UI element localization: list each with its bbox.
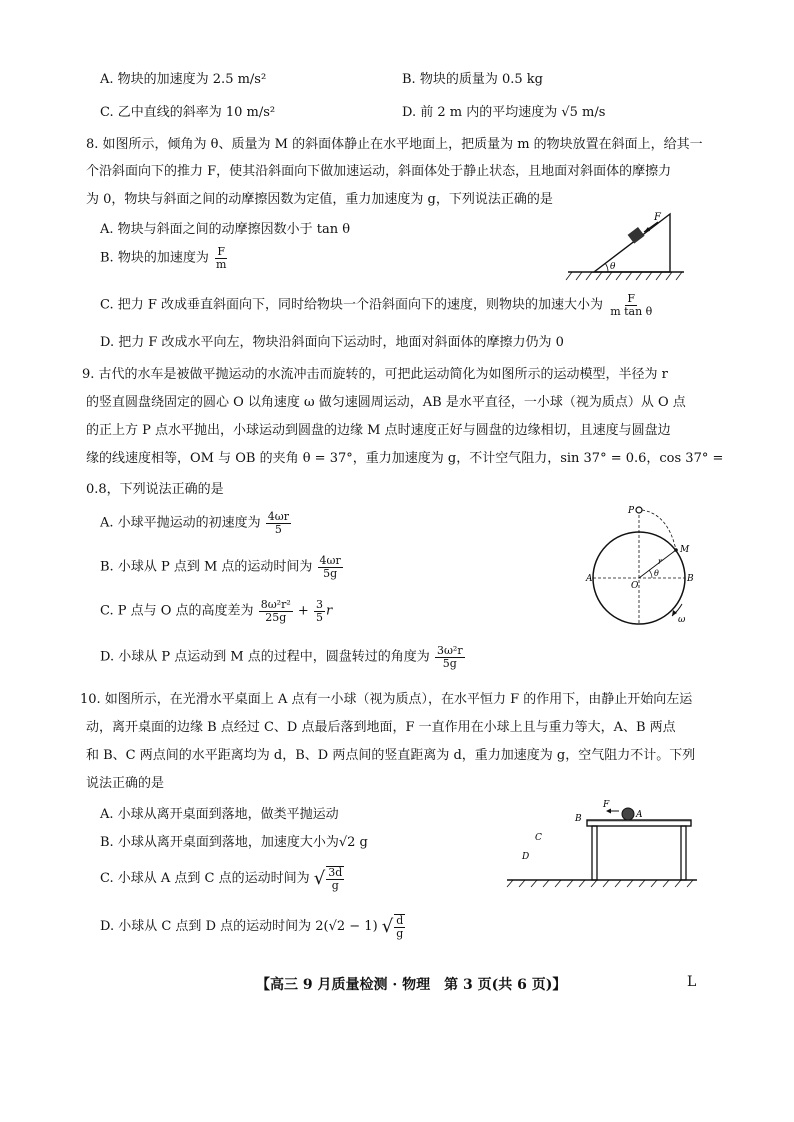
q10-stem-line-4: 说法正确的是 [86, 776, 165, 791]
option-c-prev: C. 乙中直线的斜率为 10 m/s² [100, 105, 276, 120]
q9-option-a-text: A. 小球平抛运动的初速度为 [100, 515, 261, 531]
q10-stem-line-1: 10. 如图所示，在光滑水平桌面上 A 点有一小球（视为质点），在水平恒力 F 的作用下，由静止开始向左运 [80, 692, 693, 707]
q8-option-d: D. 把力 F 改成水平向左，物块沿斜面向下运动时，地面对斜面体的摩擦力仍为 0 [100, 335, 564, 350]
radical-sign: √ [313, 868, 326, 890]
q10-option-b-text: B. 小球从离开桌面到落地，加速度大小为 [100, 835, 339, 850]
fraction-denominator: 5 [274, 522, 282, 536]
label-D: D [522, 852, 530, 862]
q9-option-d [100, 645, 466, 669]
ball [622, 808, 634, 820]
q10-table-figure [505, 795, 700, 890]
label-F: F [654, 212, 661, 223]
label-A: A [636, 810, 643, 820]
q9-option-c [100, 599, 332, 623]
theta-arc [649, 570, 652, 578]
label-theta: θ [654, 569, 659, 578]
fraction-numerator: F [217, 245, 225, 258]
q8-option-c [100, 293, 655, 317]
q10-option-d [100, 914, 406, 939]
option-b-prev: B. 物块的质量为 0.5 kg [402, 72, 543, 87]
fraction-numerator: 3ω²r [436, 644, 463, 657]
q9-option-d-text: D. 小球从 P 点运动到 M 点的过程中，圆盘转过的角度为 [100, 649, 430, 665]
fraction-denominator: 5g [442, 656, 457, 670]
q8-option-c-fraction [608, 293, 654, 317]
fraction-numerator: 3 [315, 598, 323, 611]
q9-option-c-fraction-2 [314, 599, 325, 623]
variable-r: r [325, 603, 333, 619]
fraction-denominator: 5 [315, 610, 323, 624]
q8-option-b [100, 246, 229, 270]
label-B: B [575, 814, 582, 824]
fraction-denominator: m [215, 257, 227, 271]
fraction-numerator: F [627, 292, 636, 305]
q9-option-a-fraction [266, 511, 291, 535]
q10-option-c-text: C. 小球从 A 点到 C 点的运动时间为 [100, 871, 310, 887]
q8-stem-line-2: 个沿斜面向下的推力 F，使其沿斜面向下做加速运动，斜面体处于静止状态，且地面对斜面体的摩擦力 [86, 164, 672, 179]
block [628, 227, 645, 244]
fraction-numerator: d [396, 914, 404, 927]
label-omega: ω [678, 615, 686, 625]
q10-option-c [100, 866, 345, 891]
label-O: O [631, 581, 639, 591]
radical-sign: √ [381, 916, 394, 938]
q8-option-c-text: C. 把力 F 改成垂直斜面向下，同时给物块一个沿斜面向下的速度，则物块的加速大小为 [100, 297, 604, 313]
q8-option-a: A. 物块与斜面之间的动摩擦因数小于 tan θ [100, 222, 351, 237]
q9-stem-line-3: 的正上方 P 点水平抛出，小球运动到圆盘的边缘 M 点时速度正好与圆盘的边缘相切，且速度与圆盘边 [86, 423, 671, 438]
option-a-prev: A. 物块的加速度为 2.5 m/s² [100, 72, 267, 87]
q9-disc-figure [588, 500, 698, 640]
page-letter: L [687, 974, 697, 990]
floor-hatching [507, 880, 693, 887]
q8-stem-line-1: 8. 如图所示，倾角为 θ、质量为 M 的斜面体静止在水平地面上，把质量为 m 的物块放置在斜面上，给其一 [86, 137, 703, 152]
label-M: M [680, 545, 690, 555]
q9-stem-line-1: 9. 古代的水车是被做平抛运动的水流冲击而旋转的，可把此运动简化为如图所示的运动模型，半径为 r [82, 367, 668, 382]
q8-option-b-text: B. 物块的加速度为 [100, 250, 209, 266]
q9-option-d-fraction [435, 645, 465, 669]
fraction-denominator: 5g [323, 566, 338, 580]
q9-option-b-text: B. 小球从 P 点到 M 点的运动时间为 [100, 559, 313, 575]
q9-stem-line-5: 0.8，下列说法正确的是 [86, 482, 224, 497]
option-d-prev [402, 101, 605, 120]
option-d-prev-prefix: D. 前 2 m 内的平均速度为 [402, 105, 562, 120]
q10-stem-line-2: 动，离开桌面的边缘 B 点经过 C、D 点最后落到地面，F 一直作用在小球上且与重力等大，A、B 两点 [86, 720, 676, 735]
label-theta: θ [610, 262, 616, 272]
table-leg-right [681, 826, 686, 880]
label-F: F [603, 800, 610, 810]
q9-option-c-fraction-1 [259, 599, 293, 623]
point-M [674, 548, 678, 552]
q8-stem-line-3: 为 0，物块与斜面之间的动摩擦因数为定值，重力加速度为 g，下列说法正确的是 [86, 192, 553, 207]
fraction-numerator: 8ω²r² [260, 598, 291, 611]
q10-option-c-fraction [326, 866, 344, 891]
q9-option-b [100, 555, 344, 579]
fraction-denominator: g [396, 926, 404, 940]
q10-option-a: A. 小球从离开桌面到落地，做类平抛运动 [100, 807, 339, 822]
ground-hatching [566, 272, 682, 280]
q9-option-a [100, 511, 292, 535]
omega-arrowhead [672, 610, 677, 616]
q10-option-b-math: √2 g [338, 835, 368, 850]
fraction-denominator: g [331, 878, 339, 892]
q9-option-c-text: C. P 点与 O 点的高度差为 [100, 603, 254, 619]
fraction-numerator: 4ωr [319, 554, 341, 567]
ball-P [636, 507, 642, 513]
q10-stem-line-3: 和 B、C 两点间的水平距离均为 d，B、D 两点间的竖直距离为 d，重力加速度为 g，空气阻力不计。下列 [86, 748, 696, 763]
q8-option-b-fraction [214, 246, 228, 270]
q10-option-d-text: D. 小球从 C 点到 D 点的运动时间为 2(√2 − 1) [100, 919, 378, 935]
fraction-numerator: 3d [328, 866, 343, 879]
angle-arc [605, 263, 608, 272]
q9-option-b-fraction [318, 555, 343, 579]
option-d-prev-suffix: m/s [577, 105, 606, 120]
option-d-prev-sqrt: √5 [561, 105, 578, 120]
fraction-denominator: m tan θ [610, 304, 653, 318]
plus-sign: + [297, 603, 309, 619]
q9-stem-line-4: 缘的线速度相等，OM 与 OB 的夹角 θ = 37°，重力加速度为 g，不计空气阻力，sin 37° = 0.6，cos 37° = [86, 451, 724, 466]
fraction-numerator: 4ωr [267, 510, 290, 523]
label-C: C [535, 833, 542, 843]
table-leg-left [592, 826, 597, 880]
label-r: r [658, 557, 662, 566]
q10-option-b [100, 831, 368, 850]
fraction-denominator: 25g [265, 610, 287, 624]
q10-option-d-fraction [394, 914, 405, 939]
label-P: P [628, 506, 635, 516]
label-A: A [586, 574, 593, 584]
page-footer: 【高三 9 月质量检测 · 物理 第 3 页(共 6 页)】 [256, 977, 567, 993]
label-B: B [687, 574, 694, 584]
q8-incline-figure [560, 208, 690, 288]
q9-stem-line-2: 的竖直圆盘绕固定的圆心 O 以角速度 ω 做匀速圆周运动，AB 是水平直径，一小球（视为质点）从 O 点 [86, 395, 686, 410]
